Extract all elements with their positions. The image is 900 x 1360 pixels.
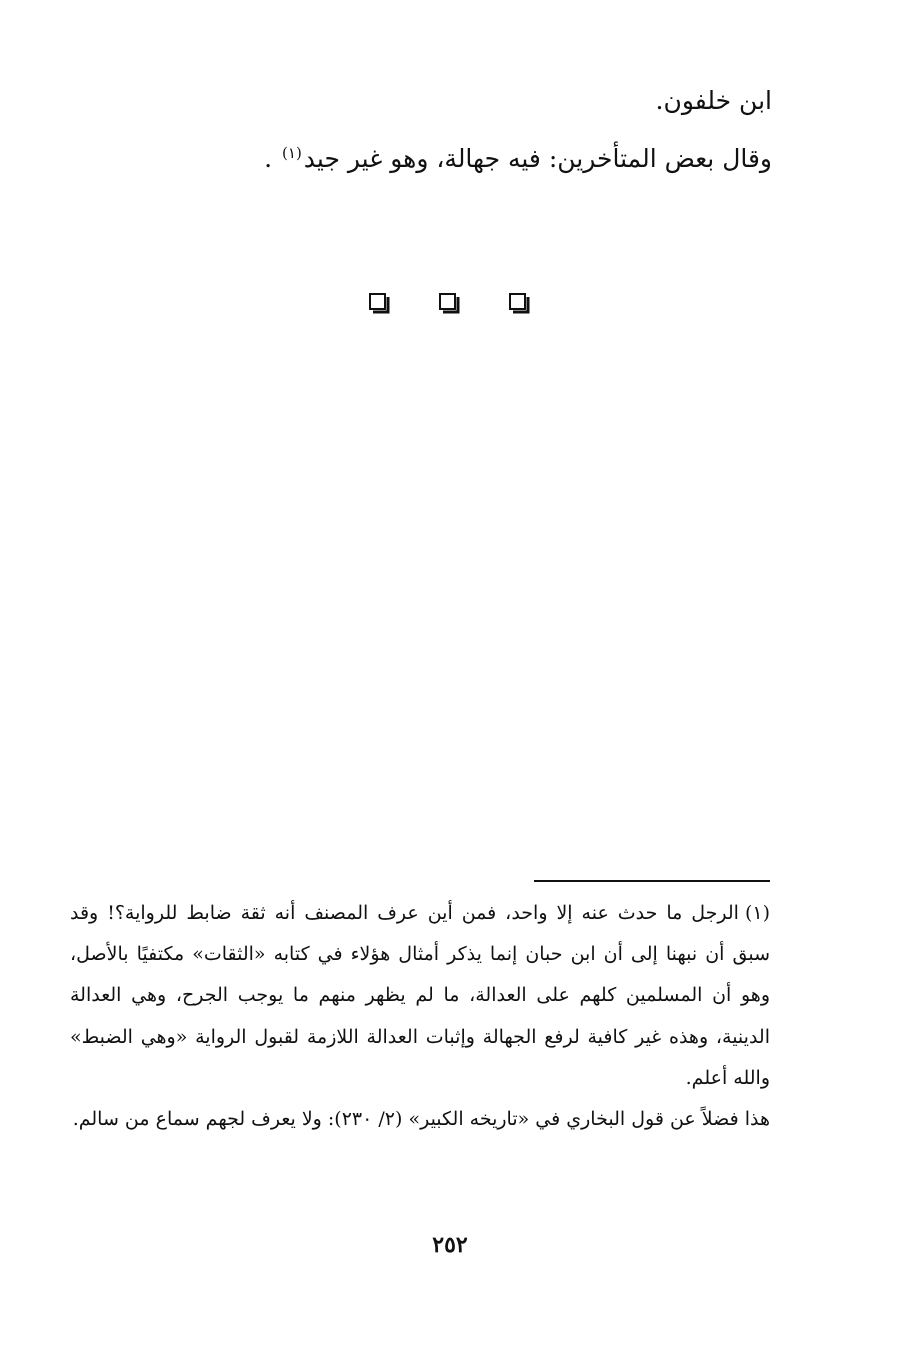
footnote-number: (١) xyxy=(744,902,770,924)
footnote-1-paragraph-1 xyxy=(70,893,770,1099)
footnote-1-paragraph-2: هذا فضلاً عن قول البخاري في «تاريخه الكبير» (٢/ ٢٣٠): ولا يعرف لجهم سماع من سالم. xyxy=(72,1108,770,1131)
square-box-icon xyxy=(438,292,462,316)
footnote-1-text: الرجل ما حدث عنه إلا واحد، فمن أين عرف المصنف أنه ثقة ضابط للرواية؟! وقد سبق أن نبهنا إلى أن ابن حبان إنما يذكر أمثال هؤلاء في كتابه «الثقات» مكتفيًا بالأصل، وهو أن المسلمين كلهم على العدالة، ما لم يظهر منهم ما يوجب الجرح، وهي العدالة الدينية، وهذه غير كافية لرفع الجهالة وإثبات العدالة اللازمة لقبول الرواية «وهي الضبط» والله أعلم. xyxy=(70,902,770,1089)
footnote-separator xyxy=(534,880,770,882)
main-line-1: ابن خلفون. xyxy=(655,86,772,115)
square-box-icon xyxy=(368,292,392,316)
page-number: ٢٥٢ xyxy=(432,1232,468,1258)
main-line-2 xyxy=(112,130,772,188)
footnote-reference[interactable]: (١) xyxy=(282,143,302,162)
section-divider-ornament xyxy=(0,292,900,316)
main-line-2-text: وقال بعض المتأخرين: فيه جهالة، وهو غير جيد xyxy=(303,144,772,173)
main-line-2-end: . xyxy=(264,144,273,173)
square-box-icon xyxy=(508,292,532,316)
footnotes xyxy=(70,893,770,1140)
main-text xyxy=(112,72,772,188)
